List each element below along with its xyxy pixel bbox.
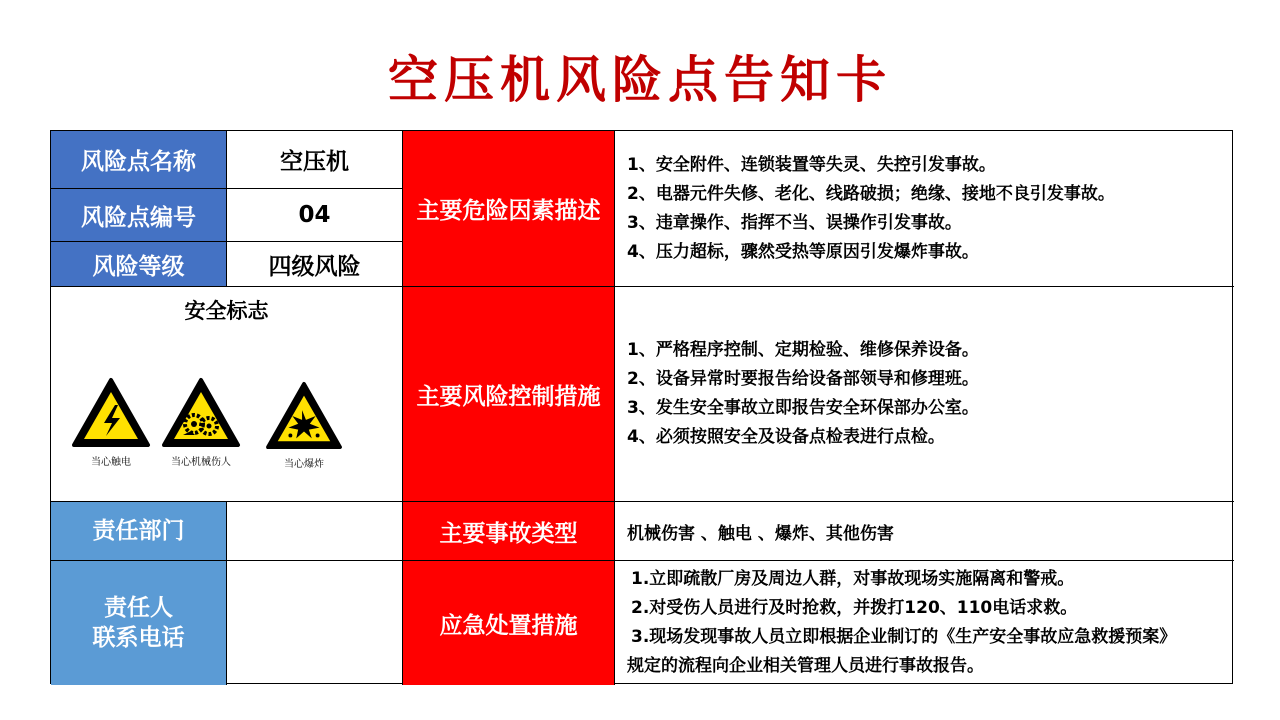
emergency-item: 2.对受伤人员进行及时抢救，并拨打120、110电话求救。 <box>631 598 1078 618</box>
electric-shock-warning-icon <box>71 377 151 449</box>
control-item: 2、设备异常时要报告给设备部领导和修理班。 <box>627 369 979 389</box>
risk-code-value: 04 <box>227 189 403 242</box>
risk-code-label: 风险点编号 <box>51 189 227 242</box>
hazard-label: 主要危险因素描述 <box>403 131 615 287</box>
explosion-warning-icon <box>265 381 343 451</box>
control-item: 4、必须按照安全及设备点检表进行点检。 <box>627 427 945 447</box>
sign-mechanical <box>161 377 241 468</box>
hazard-item: 4、压力超标，骤然受热等原因引发爆炸事故。 <box>627 241 979 262</box>
control-label: 主要风险控制措施 <box>403 287 615 502</box>
accident-value: 机械伤害 、触电 、爆炸、其他伤害 <box>615 502 1234 561</box>
emergency-list <box>615 561 1234 685</box>
accident-label: 主要事故类型 <box>403 502 615 561</box>
person-label-line1: 责任人 <box>104 595 173 621</box>
sign-label: 当心爆炸 <box>284 459 324 470</box>
emergency-item: 规定的流程向企业相关管理人员进行事故报告。 <box>627 656 984 676</box>
risk-card-table <box>50 130 1233 684</box>
person-label-line2: 联系电话 <box>92 625 185 651</box>
mechanical-injury-warning-icon <box>161 377 241 449</box>
risk-name-label: 风险点名称 <box>51 131 227 189</box>
safety-signs-title: 安全标志 <box>184 299 269 323</box>
control-item: 1、严格程序控制、定期检验、维修保养设备。 <box>627 340 979 360</box>
person-value <box>227 561 403 685</box>
risk-name-value: 空压机 <box>227 131 403 189</box>
sign-electric <box>71 377 151 468</box>
dept-value <box>227 502 403 561</box>
emergency-item: 1.立即疏散厂房及周边人群，对事故现场实施隔离和警戒。 <box>631 569 1075 589</box>
hazard-item: 3、违章操作、指挥不当、误操作引发事故。 <box>627 212 962 233</box>
sign-label: 当心机械伤人 <box>171 457 231 468</box>
sign-explosion <box>265 381 343 470</box>
risk-level-label: 风险等级 <box>51 242 227 287</box>
person-label <box>51 561 227 685</box>
page-title: 空压机风险点告知卡 <box>388 51 892 109</box>
dept-label: 责任部门 <box>51 502 227 561</box>
hazard-item: 1、安全附件、连锁装置等失灵、失控引发事故。 <box>627 154 996 175</box>
sign-label: 当心触电 <box>91 457 131 468</box>
safety-signs-panel <box>51 287 403 502</box>
hazard-item: 2、电器元件失修、老化、线路破损；绝缘、接地不良引发事故。 <box>627 183 1115 204</box>
risk-level-value: 四级风险 <box>227 242 403 287</box>
emergency-label: 应急处置措施 <box>403 561 615 685</box>
control-list <box>615 287 1234 502</box>
control-item: 3、发生安全事故立即报告安全环保部办公室。 <box>627 398 979 418</box>
emergency-item: 3.现场发现事故人员立即根据企业制订的《生产安全事故应急救援预案》 <box>631 627 1177 647</box>
hazard-list <box>615 131 1234 287</box>
